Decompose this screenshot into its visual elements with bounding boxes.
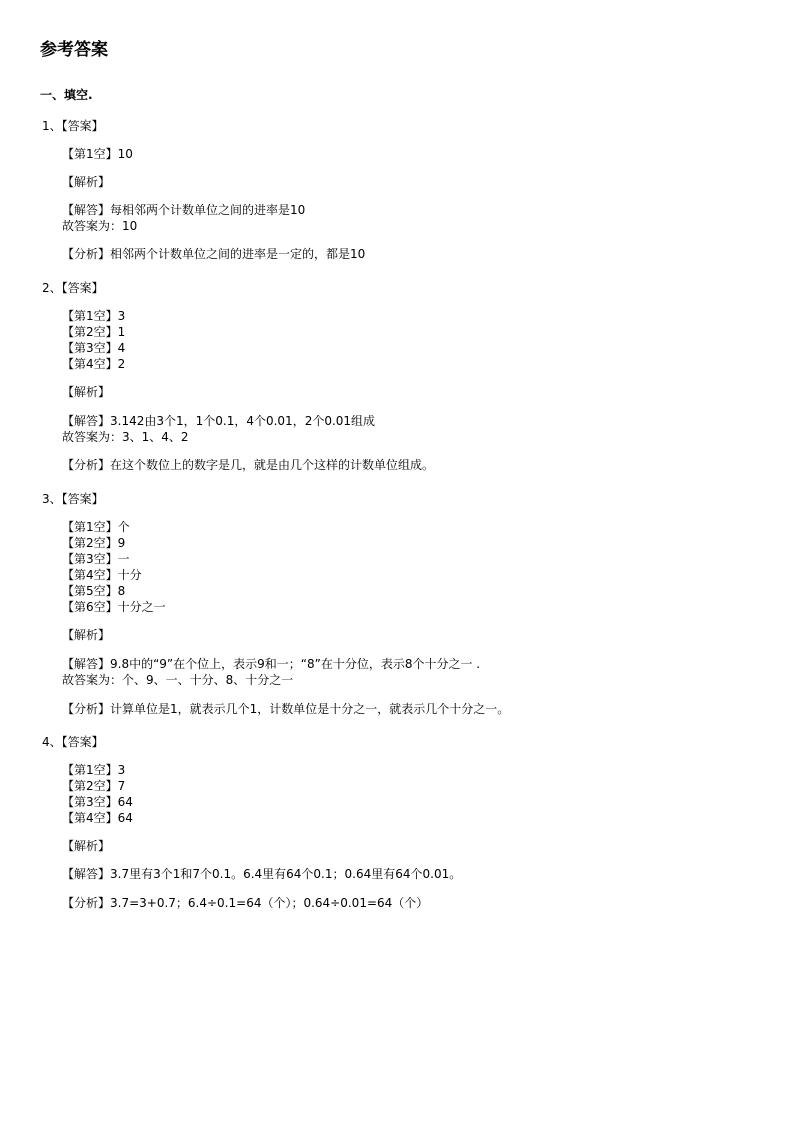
question-3-answer-heading: 3、【答案】 — [42, 492, 104, 506]
question-2-solution: 【解答】3.142由3个1，1个0.1，4个0.01，2个0.01组成 — [62, 414, 376, 428]
question-3-explanation: 【分析】计算单位是1，就表示几个1，计数单位是十分之一，就表示几个十分之一。 — [62, 702, 510, 716]
question-4-blank-4: 【第4空】64 — [62, 811, 133, 825]
question-4-blank-2: 【第2空】7 — [62, 779, 126, 793]
question-4-answer-heading: 4、【答案】 — [42, 735, 104, 749]
question-3-blank-5: 【第5空】8 — [62, 584, 126, 598]
question-4-blank-3: 【第3空】64 — [62, 795, 133, 809]
question-4-solution: 【解答】3.7里有3个1和7个0.1。6.4里有64个0.1；0.64里有64个0.01。 — [62, 867, 462, 881]
question-2-explanation: 【分析】在这个数位上的数字是几，就是由几个这样的计数单位组成。 — [62, 458, 435, 472]
question-4-explanation: 【分析】3.7=3+0.7；6.4÷0.1=64（个）；0.64÷0.01=64（个） — [62, 896, 429, 910]
question-1-final-answer: 故答案为：10 — [62, 219, 138, 233]
question-1-answer-heading: 1、【答案】 — [42, 119, 104, 133]
question-2-blank-2: 【第2空】1 — [62, 325, 126, 339]
question-2-blank-4: 【第4空】2 — [62, 357, 126, 371]
question-3-blank-1: 【第1空】个 — [62, 520, 130, 534]
question-1-blank-1: 【第1空】10 — [62, 147, 133, 161]
question-4-analysis-heading: 【解析】 — [62, 839, 111, 853]
question-2-blank-1: 【第1空】3 — [62, 309, 126, 323]
question-3-final-answer: 故答案为：个、9、一、十分、8、十分之一 — [62, 673, 294, 687]
question-2-analysis-heading: 【解析】 — [62, 385, 111, 399]
question-3-blank-2: 【第2空】9 — [62, 536, 126, 550]
question-4-blank-1: 【第1空】3 — [62, 763, 126, 777]
question-2-final-answer: 故答案为：3、1、4、2 — [62, 430, 189, 444]
question-1-solution: 【解答】每相邻两个计数单位之间的进率是10 — [62, 203, 306, 217]
question-1-explanation: 【分析】相邻两个计数单位之间的进率是一定的，都是10 — [62, 247, 366, 261]
question-2-answer-heading: 2、【答案】 — [42, 281, 104, 295]
page-title: 参考答案 — [40, 40, 108, 60]
question-1-analysis-heading: 【解析】 — [62, 175, 111, 189]
question-3-analysis-heading: 【解析】 — [62, 628, 111, 642]
question-3-blank-6: 【第6空】十分之一 — [62, 600, 166, 614]
question-2-blank-3: 【第3空】4 — [62, 341, 126, 355]
question-3-blank-4: 【第4空】十分 — [62, 568, 142, 582]
question-3-solution: 【解答】9.8中的“9”在个位上，表示9和一；“8”在十分位，表示8个十分之一 . — [62, 657, 481, 671]
section-title: 一、填空. — [40, 88, 93, 102]
question-3-blank-3: 【第3空】一 — [62, 552, 130, 566]
